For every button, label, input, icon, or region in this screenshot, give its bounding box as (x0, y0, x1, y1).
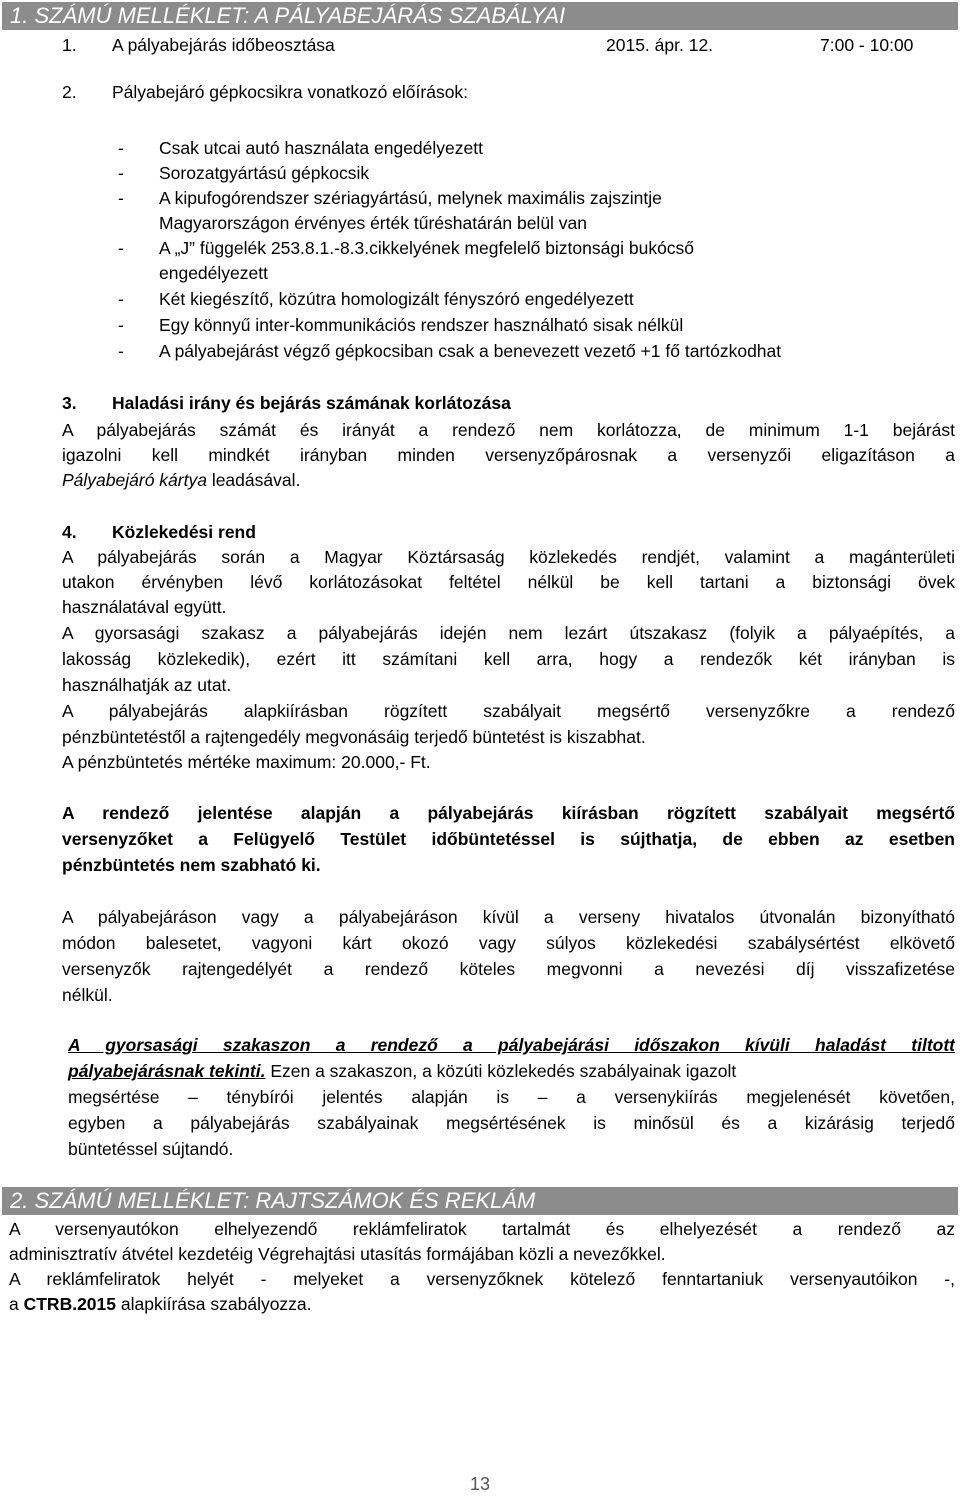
s4-p6-line: büntetéssel sújtandó. (68, 1139, 234, 1159)
s1-time: 7:00 - 10:00 (820, 35, 914, 55)
list-item: Sorozatgyártású gépkocsik (159, 163, 370, 183)
s4-p5-line: A pályabejáráson vagy a pályabejáráson kívül a verseny hivatalos útvonalán bizonyítható (62, 907, 955, 927)
s4-p1-line: utakon érvényben lévő korlátozásokat feltétel nélkül be kell tartani a biztonsági övek (62, 572, 955, 592)
list-item: A kipufogórendszer szériagyártású, melynek maximális zajszintje (159, 188, 662, 208)
s3-line-last: Pályabejáró kártya leadásával. (62, 470, 301, 490)
appendix2-line: a CTRB.2015 alapkiírása szabályozza. (9, 1294, 312, 1314)
dash: - (118, 188, 124, 208)
dash: - (118, 163, 124, 183)
appendix1-banner: 1. SZÁMÚ MELLÉKLET: A PÁLYABEJÁRÁS SZABÁLYAI (2, 2, 958, 30)
s3-number: 3. (62, 393, 77, 413)
s4-p1-line: használatával együtt. (62, 597, 227, 617)
list-item: A „J” függelék 253.8.1.-8.3.cikkelyének megfelelő biztonsági bukócső (159, 238, 695, 258)
list-item: Csak utcai autó használata engedélyezett (159, 138, 483, 158)
s4-p5-line: nélkül. (62, 985, 113, 1005)
s4-p3-line: pénzbüntetéstől a rajtengedély megvonásáig terjedő büntetést is kiszabhat. (62, 727, 646, 747)
s4-title: Közlekedési rend (112, 522, 256, 542)
pass-card-term: Pályabejáró kártya (62, 470, 207, 490)
dash: - (118, 341, 124, 361)
s4-number: 4. (62, 522, 77, 542)
appendix2-banner: 2. SZÁMÚ MELLÉKLET: RAJTSZÁMOK ÉS REKLÁM (2, 1187, 958, 1215)
ctrb-reference: CTRB.2015 (23, 1294, 117, 1314)
appendix2-line: adminisztratív átvétel kezdetéig Végrehajtási utasítás formájában közli a nevezőkkel. (9, 1244, 666, 1264)
s1-date: 2015. ápr. 12. (606, 35, 714, 55)
s1-title: A pályabejárás időbeosztása (112, 35, 335, 55)
s4-p2-line: lakosság közlekedik), ezért itt számítani kell arra, hogy a rendezők két irányban is (62, 649, 955, 669)
s4-p6-line2: pályabejárásnak tekinti. Ezen a szakaszon, a közúti közlekedés szabályainak igazolt (68, 1061, 737, 1081)
s3-line: igazolni kell mindkét irányban minden versenyzőpárosnak a versenyzői eligazításon a (62, 445, 955, 465)
s4-p4-line: versenyzőket a Felügyelő Testület időbüntetéssel is sújthatja, de ebben az esetben (62, 829, 955, 849)
dash: - (118, 238, 124, 258)
s3-title: Haladási irány és bejárás számának korlátozása (112, 393, 511, 413)
s4-p4-line: pénzbüntetés nem szabható ki. (62, 855, 321, 875)
s4-p5-line: módon balesetet, vagyoni kárt okozó vagy súlyos közlekedési szabálysértést elkövető (62, 933, 955, 953)
list-item: Egy könnyű inter-kommunikációs rendszer használható sisak nélkül (159, 315, 684, 335)
s4-p6-line: megsértése – ténybírói jelentés alapján is – a versenykiírás megjelenését követően, (68, 1087, 955, 1107)
s4-fine-max: A pénzbüntetés mértéke maximum: 20.000,- Ft. (62, 752, 431, 772)
s4-p6-line: egyben a pályabejárás szabályainak megsértésének is minősül és a kizárásig terjedő (68, 1113, 955, 1133)
page-number: 13 (469, 1474, 491, 1494)
s3-line: A pályabejárás számát és irányát a rendező nem korlátozza, de minimum 1-1 bejárást (62, 420, 955, 440)
s4-p2-line: A gyorsasági szakasz a pályabejárás idején nem lezárt útszakasz (folyik a pályaépítés, a (62, 623, 955, 643)
s4-p3-line: A pályabejárás alapkiírásban rögzített szabályait megsértő versenyzőkre a rendező (62, 701, 955, 721)
dash: - (118, 289, 124, 309)
appendix2-line: A versenyautókon elhelyezendő reklámfeliratok tartalmát és elhelyezését a rendező az (9, 1219, 955, 1239)
s4-p1-line: A pályabejárás során a Magyar Köztársaság közlekedés rendjét, valamint a magánterületi (62, 547, 955, 567)
appendix2-line: A reklámfeliratok helyét - melyeket a versenyzőknek kötelező fenntartaniuk versenyautóikon -, (9, 1269, 955, 1289)
s2-title: Pályabejáró gépkocsikra vonatkozó előírások: (112, 82, 469, 102)
dash: - (118, 315, 124, 335)
dash: - (118, 138, 124, 158)
list-item: A pályabejárást végző gépkocsiban csak a benevezett vezető +1 fő tartózkodhat (159, 341, 782, 361)
s1-number: 1. (62, 35, 77, 55)
s4-p5-line: versenyzők rajtengedélyét a rendező köteles megvonni a nevezési díj visszafizetése (62, 959, 955, 979)
list-item-continuation: Magyarországon érvényes érték tűréshatárán belül van (159, 213, 588, 233)
s4-p2-line: használhatják az utat. (62, 675, 232, 695)
list-item: Két kiegészítő, közútra homologizált fényszóró engedélyezett (159, 289, 634, 309)
s2-number: 2. (62, 82, 77, 102)
s4-p6-underlined: A gyorsasági szakaszon a rendező a pályabejárási időszakon kívüli haladást tiltott (68, 1035, 955, 1055)
s4-p4-line: A rendező jelentése alapján a pályabejárás kiírásban rögzített szabályait megsértő (62, 803, 955, 823)
list-item-continuation: engedélyezett (159, 263, 268, 283)
s4-p6-underlined-end: pályabejárásnak tekinti. (68, 1061, 266, 1081)
